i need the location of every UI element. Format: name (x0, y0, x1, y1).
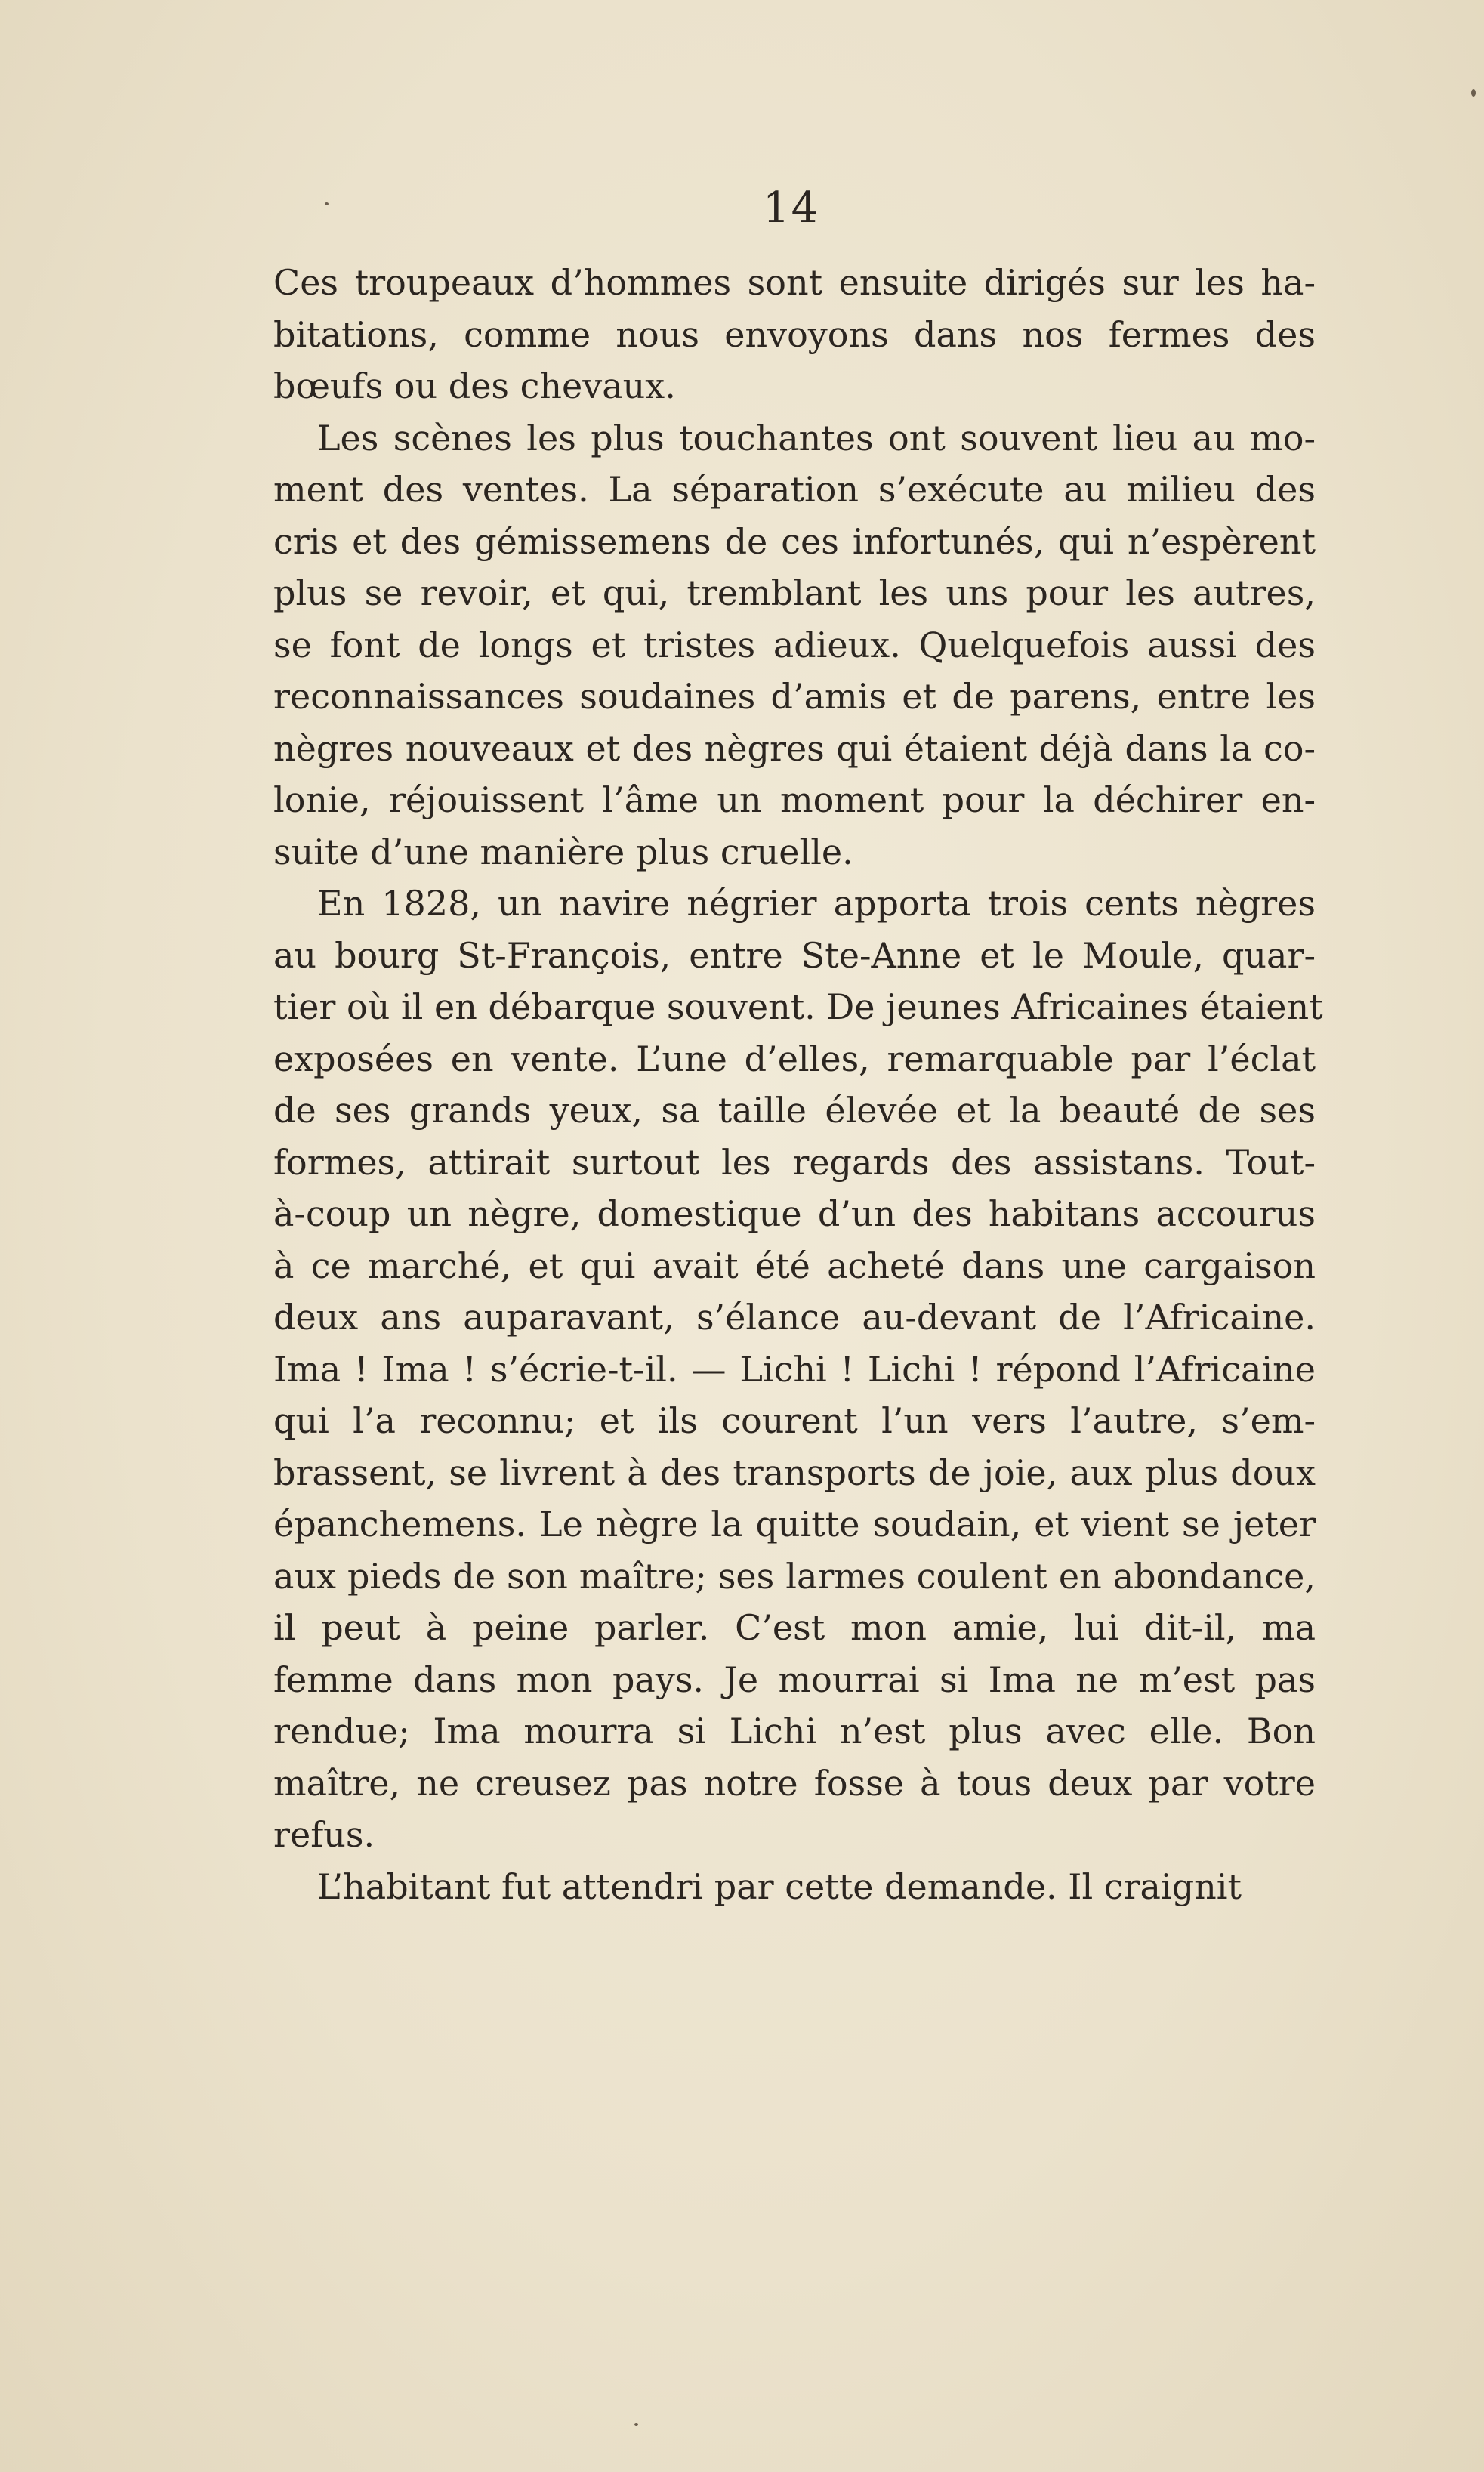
text-line: plus se revoir, et qui, tremblant les uns pour les autres, (273, 572, 1316, 613)
text-line: nègres nouveaux et des nègres qui étaient déjà dans la co- (273, 727, 1316, 769)
text-line: L’habitant fut attendri par cette demande. Il craignit (317, 1866, 1242, 1907)
text-line: tier où il en débarque souvent. De jeunes Africaines étaient (273, 986, 1323, 1027)
ink-speck (634, 2423, 638, 2426)
text-line: qui l’a reconnu; et ils courent l’un vers l’autre, s’em- (273, 1400, 1316, 1441)
text-line: reconnaissances soudaines d’amis et de parens, entre les (273, 676, 1316, 717)
text-line: cris et des gémissemens de ces infortunés, qui n’espèrent (273, 520, 1316, 562)
text-line: refus. (273, 1814, 375, 1855)
text-line: lonie, réjouissent l’âme un moment pour la déchirer en- (273, 779, 1316, 820)
text-line: deux ans auparavant, s’élance au-devant de l’Africaine. (273, 1297, 1316, 1338)
text-line: suite d’une manière plus cruelle. (273, 831, 853, 872)
text-line: Les scènes les plus touchantes ont souvent lieu au mo- (317, 417, 1316, 458)
body-text (273, 257, 1323, 1912)
text-line: Ima ! Ima ! s’écrie-t-il. — Lichi ! Lichi ! répond l’Africaine (273, 1348, 1316, 1390)
text-line: maître, ne creusez pas notre fosse à tous deux par votre (273, 1762, 1316, 1804)
text-line: aux pieds de son maître; ses larmes coulent en abondance, (273, 1555, 1316, 1597)
text-line: au bourg St-François, entre Ste-Anne et le Moule, quar- (273, 934, 1316, 976)
text-line: à ce marché, et qui avait été acheté dans une cargaison (273, 1245, 1316, 1286)
text-line: bœufs ou des chevaux. (273, 366, 676, 406)
page-number: 14 (763, 184, 820, 233)
text-line: rendue; Ima mourra si Lichi n’est plus avec elle. Bon (273, 1711, 1316, 1751)
ink-speck (325, 202, 329, 205)
text-line: épanchemens. Le nègre la quitte soudain, et vient se jeter (273, 1504, 1316, 1545)
text-line: ment des ventes. La séparation s’exécute au milieu des (273, 469, 1316, 510)
ink-speck (1471, 89, 1476, 97)
text-line: exposées en vente. L’une d’elles, remarquable par l’éclat (273, 1038, 1316, 1079)
text-line: formes, attirait surtout les regards des assistans. Tout- (273, 1141, 1316, 1183)
text-line: brassent, se livrent à des transports de joie, aux plus doux (273, 1452, 1316, 1493)
text-line: il peut à peine parler. C’est mon amie, lui dit-il, ma (273, 1607, 1316, 1648)
text-line: Ces troupeaux d’hommes sont ensuite dirigés sur les ha- (273, 262, 1316, 303)
text-line: à-coup un nègre, domestique d’un des habitans accourus (273, 1193, 1316, 1234)
text-line: femme dans mon pays. Je mourrai si Ima ne m’est pas (273, 1659, 1316, 1700)
text-line: bitations, comme nous envoyons dans nos fermes des (273, 313, 1316, 355)
text-line: En 1828, un navire négrier apporta trois cents nègres (317, 883, 1316, 924)
text-line: se font de longs et tristes adieux. Quelquefois aussi des (273, 624, 1316, 665)
text-line: de ses grands yeux, sa taille élevée et la beauté de ses (273, 1090, 1316, 1131)
